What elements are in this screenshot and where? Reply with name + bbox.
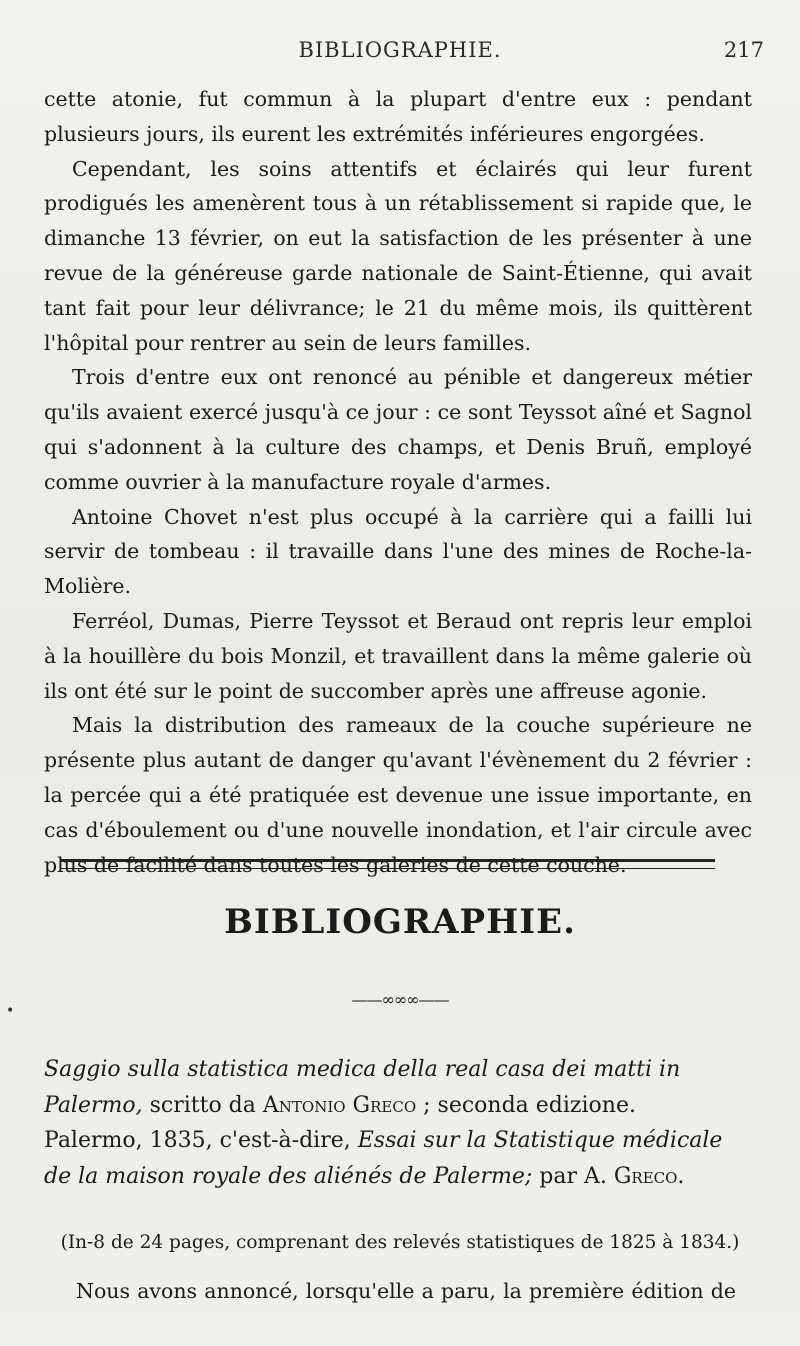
page-number: 217 xyxy=(723,38,764,62)
paragraph: cette atonie, fut commun à la plupart d'entre eux : pendant plusieurs jours, ils eurent les extrémités inférieures engorgées. xyxy=(44,87,752,146)
paragraph: Trois d'entre eux ont renoncé au pénible et dangereux métier qu'ils avaient exercé jusqu'à ce jour : ce sont Teyssot aîné et Sagnol qui s'adonnent à la culture des champs, et Denis Bruñ, employé comme ouvrier à la manufacture royale d'armes. xyxy=(44,365,752,494)
section-rule-thin xyxy=(60,868,715,869)
entry-french-title: Essai sur la Statistique médicale de la maison royale des aliénés de Palerme; xyxy=(44,1128,723,1189)
paragraph: Antoine Chovet n'est plus occupé à la carrière qui a failli lui servir de tombeau : il travaille dans l'une des mines de Roche-la-Molière. xyxy=(44,504,752,599)
bibliography-entry xyxy=(44,1052,734,1194)
running-header xyxy=(0,38,800,68)
section-rule-thick xyxy=(60,859,715,862)
ornament-divider: ——∞∞∞—— xyxy=(351,990,449,1009)
section-heading: BIBLIOGRAPHIE. xyxy=(224,902,576,942)
running-title: BIBLIOGRAPHIE. xyxy=(298,38,502,62)
entry-edition: ; seconda edizione. Palermo, 1835, c'est-à-dire, xyxy=(44,1092,636,1153)
final-line: Nous avons annoncé, lorsqu'elle a paru, la première édition de xyxy=(76,1279,736,1303)
entry-title: Saggio sulla statistica medica della real casa dei matti in Palermo, xyxy=(44,1057,681,1118)
entry-par: par A. xyxy=(532,1163,614,1189)
body-text xyxy=(44,82,752,882)
entry-note: (In-8 de 24 pages, comprenant des relevés statistiques de 1825 à 1834.) xyxy=(60,1232,740,1253)
entry-by: scritto da xyxy=(142,1092,263,1118)
paragraph: Cependant, les soins attentifs et éclairés qui leur furent prodigués les amenèrent tous à un rétablissement si rapide que, le dimanche 13 février, on eut la satisfaction de les présenter à une revue de la généreuse garde nationale de Saint-Étienne, qui avait tant fait pour leur délivrance; le 21 du même mois, ils quittèrent l'hôpital pour rentrer au sein de leurs familles. xyxy=(44,156,752,355)
margin-mark: • xyxy=(6,1003,15,1019)
entry-author-short: Greco. xyxy=(613,1163,685,1189)
entry-author: Antonio Greco xyxy=(262,1092,417,1118)
paragraph: Mais la distribution des rameaux de la couche supérieure ne présente plus autant de danger qu'avant l'évènement du 2 février : la percée qui a été pratiquée est devenue une issue importante, en cas d'éboulement ou d'une nouvelle inondation, et l'air circule avec plus de facilité dans toutes les galeries de cette couche. xyxy=(44,713,752,877)
paragraph: Ferréol, Dumas, Pierre Teyssot et Beraud ont repris leur emploi à la houillère du bois Monzil, et travaillent dans la même galerie où ils ont été sur le point de succomber après une affreuse agonie. xyxy=(44,608,752,703)
